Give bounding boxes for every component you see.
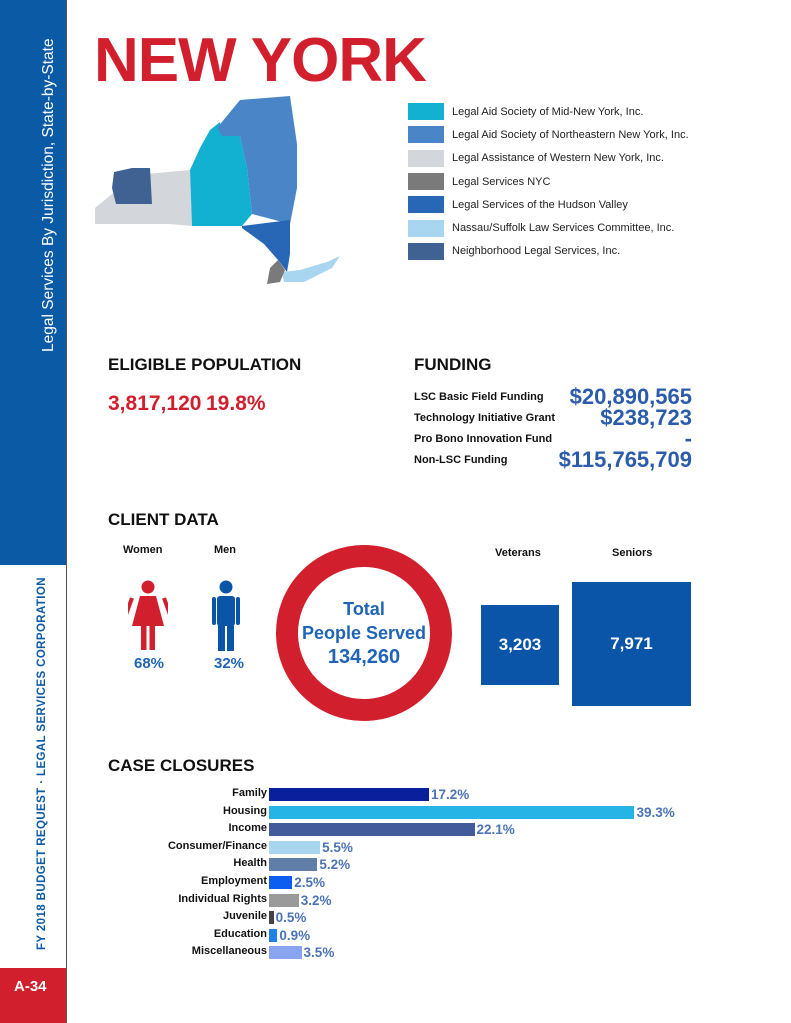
veterans-box [481,605,559,685]
eligible-population-count: 3,817,120 [108,392,202,415]
women-percent: 68% [134,655,165,672]
legend-swatch [408,220,444,237]
case-bar [269,929,277,942]
page-title: NEW YORK [94,26,426,95]
funding-value-lsc-basic: $20,890,565 [569,384,692,409]
men-percent: 32% [214,655,245,672]
legend-item [408,170,689,193]
legend-label: Nassau/Suffolk Law Services Committee, Inc. [452,222,675,235]
case-label: Education [213,927,267,940]
case-bar [269,823,475,836]
legend-item [408,240,689,263]
case-value-label: 5.5% [322,839,353,855]
veterans-label: Veterans [495,547,541,559]
new-york-map [92,96,342,288]
case-value-label: 3.2% [300,892,332,908]
case-value-label: 2.5% [294,875,326,890]
total-served-line1: Total [343,599,385,619]
total-served-label [291,597,437,669]
total-served-value: 134,260 [327,646,401,668]
case-closures-heading: CASE CLOSURES [108,756,255,775]
eligible-population-heading: ELIGIBLE POPULATION [108,355,302,374]
legend-swatch [408,196,444,213]
case-value-label: 17.2% [430,787,470,802]
legend-item [408,147,689,170]
seniors-box [572,582,691,706]
case-value-label: 22.1% [476,822,515,838]
map-legend [408,100,689,263]
legend-swatch [408,126,444,143]
case-label: Health [233,857,267,870]
sidebar-footer-text: FY 2018 BUDGET REQUEST · LEGAL SERVICES CORPORATION [36,577,48,950]
case-bar [269,841,320,854]
legend-swatch [408,173,444,190]
total-served-line2: People Served [301,623,427,643]
funding-value-pro-bono: - [684,426,692,451]
funding-label-non-lsc: Non-LSC Funding [414,454,508,466]
case-label: Family [232,787,267,799]
funding-heading: FUNDING [414,355,492,374]
case-value-label: 39.3% [636,804,675,820]
legend-swatch [408,243,444,260]
man-icon [212,580,240,652]
client-data-heading: CLIENT DATA [108,510,219,529]
legend-label: Legal Aid Society of Mid-New York, Inc. [452,105,644,118]
page-number: A-34 [14,978,47,995]
legend-label: Legal Services NYC [452,175,551,188]
legend-item [408,216,689,239]
funding-label-pro-bono: Pro Bono Innovation Fund [414,433,553,445]
woman-icon [128,580,168,652]
legend-item [408,123,689,146]
case-label: Housing [223,804,267,817]
funding-label-tig: Technology Initiative Grant [414,412,555,424]
case-label: Individual Rights [178,892,267,905]
veterans-value: 3,203 [498,635,542,654]
legend-swatch [408,103,444,120]
legend-label: Legal Aid Society of Northeastern New York, Inc. [452,128,689,141]
legend-label: Legal Assistance of Western New York, Inc. [452,152,664,165]
legend-item [408,193,689,216]
men-label: Men [214,544,236,556]
region-hudson-valley [242,220,290,272]
case-bar [269,946,302,959]
legend-item [408,100,689,123]
case-label: Juvenile [222,910,267,923]
case-bar [269,788,429,801]
sidebar-divider [66,0,67,1023]
case-label: Employment [200,875,267,887]
seniors-label: Seniors [612,547,653,559]
case-label: Income [228,822,267,835]
region-nassau-suffolk [282,256,340,282]
case-bar [269,894,299,907]
legend-label: Neighborhood Legal Services, Inc. [452,245,621,258]
seniors-value: 7,971 [610,634,653,653]
case-label: Consumer/Finance [167,839,267,852]
case-value-label: 0.5% [275,910,307,926]
women-label: Women [123,544,163,556]
case-bar [269,876,292,889]
legend-label: Legal Services of the Hudson Valley [452,198,628,211]
case-value-label: 3.5% [303,945,335,961]
funding-value-non-lsc: $115,765,709 [558,447,692,472]
case-bar [269,806,634,819]
page-number-tab [0,968,66,1023]
case-value-label: 0.9% [279,927,311,943]
sidebar-title: Legal Services By Jurisdiction, State-by-State [40,38,57,352]
legend-swatch [408,150,444,167]
region-neighborhood-legal [112,168,152,204]
case-label: Miscellaneous [191,945,267,958]
funding-value-tig: $238,723 [600,405,692,430]
case-value-label: 5.2% [319,857,351,873]
case-bar [269,858,317,871]
eligible-population-percent: 19.8% [206,392,266,415]
funding-label-lsc-basic: LSC Basic Field Funding [414,391,544,403]
case-bar [269,911,274,924]
